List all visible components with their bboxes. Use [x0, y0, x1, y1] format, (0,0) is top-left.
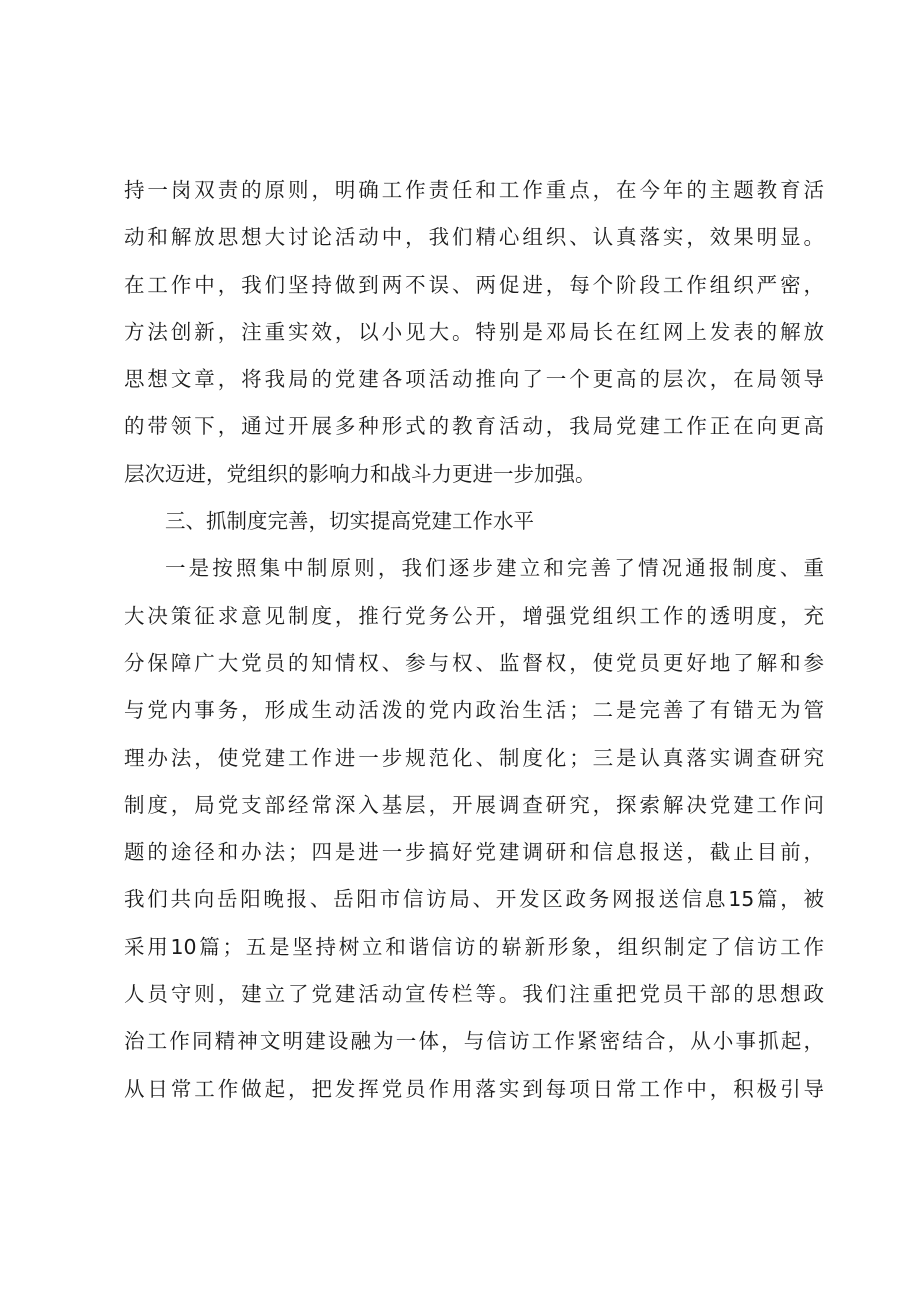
- text-line: 思想文章，将我局的党建各项活动推向了一个更高的层次，在局领导: [124, 367, 824, 392]
- text-line: 采用10篇；五是坚持树立和谐信访的崭新形象，组织制定了信访工作: [124, 934, 824, 959]
- text-line: 题的途径和办法；四是进一步搞好党建调研和信息报送，截止目前，: [124, 840, 824, 865]
- text-line: 与党内事务，形成生动活泼的党内政治生活；二是完善了有错无为管: [124, 698, 824, 723]
- text-line: 层次迈进，党组织的影响力和战斗力更进一步加强。: [124, 461, 596, 486]
- text-line: 从日常工作做起，把发挥党员作用落实到每项日常工作中，积极引导: [124, 1076, 824, 1101]
- text-line: 制度，局党支部经常深入基层，开展调查研究，探索解决党建工作问: [124, 792, 824, 817]
- text-line: 分保障广大党员的知情权、参与权、监督权，使党员更好地了解和参: [124, 650, 824, 675]
- text-line: 大决策征求意见制度，推行党务公开，增强党组织工作的透明度，充: [124, 603, 824, 628]
- section-heading: 三、抓制度完善，切实提高党建工作水平: [165, 509, 534, 534]
- body-text: [124, 167, 824, 1113]
- text-line: 我们共向岳阳晚报、岳阳市信访局、开发区政务网报送信息15篇，被: [124, 887, 824, 912]
- text-line: 理办法，使党建工作进一步规范化、制度化；三是认真落实调查研究: [124, 745, 824, 770]
- text-line: 一是按照集中制原则，我们逐步建立和完善了情况通报制度、重: [165, 556, 824, 581]
- text-line: 的带领下，通过开展多种形式的教育活动，我局党建工作正在向更高: [124, 414, 824, 439]
- text-line: 在工作中，我们坚持做到两不误、两促进，每个阶段工作组织严密，: [124, 272, 824, 297]
- text-line: 方法创新，注重实效，以小见大。特别是邓局长在红网上发表的解放: [124, 319, 824, 344]
- text-line: 动和解放思想大讨论活动中，我们精心组织、认真落实，效果明显。: [124, 225, 824, 250]
- text-line: 持一岗双责的原则，明确工作责任和工作重点，在今年的主题教育活: [124, 178, 824, 202]
- text-line: 治工作同精神文明建设融为一体，与信访工作紧密结合，从小事抓起，: [124, 1029, 824, 1054]
- text-line: 人员守则，建立了党建活动宣传栏等。我们注重把党员干部的思想政: [124, 982, 824, 1007]
